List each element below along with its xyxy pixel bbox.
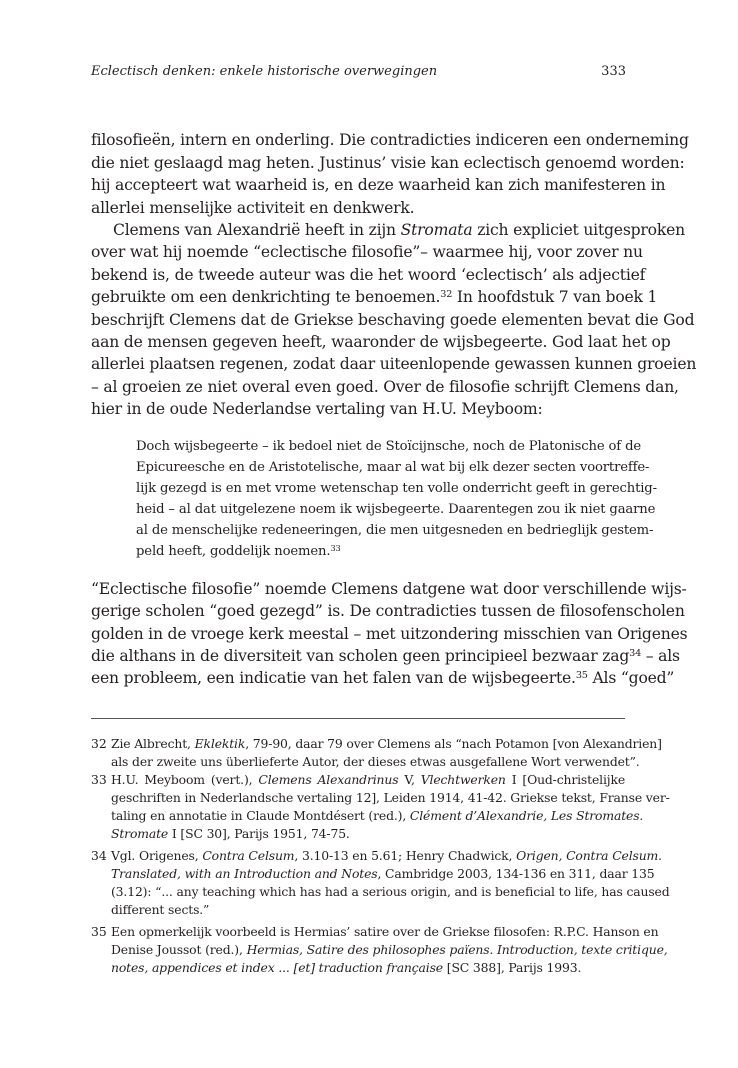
footnote-line: Denise Joussot (red.), Hermias, Satire des philosophes païens. Introduction, texte critique, [111,942,668,957]
footnote-line: H.U. Meyboom (vert.), Clemens Alexandrinus V, Vlechtwerken I [Oud-christelijke [111,772,626,787]
running-head [91,64,626,84]
footnote-ref: 32 [440,288,453,300]
footnote-ref: 33 [330,542,341,553]
body-line: allerlei plaatsen regenen, zodat daar uiteenlopende gewassen kunnen groeien [91,355,697,373]
body-line: gerige scholen “goed gezegd” is. De contradicties tussen de filosofenscholen [91,602,685,620]
body-line: hij accepteert wat waarheid is, en deze waarheid kan zich manifesteren in [91,176,666,194]
body-line: golden in de vroege kerk meestal – met uitzondering misschien van Origenes [91,625,688,643]
body-line: hier in de oude Nederlandse vertaling van H.U. Meyboom: [91,400,543,418]
body-line: – al groeien ze niet overal even goed. Over de filosofie schrijft Clemens dan, [91,378,679,396]
footnote-ref: 35 [575,669,588,681]
body-line: die althans in de diversiteit van scholen geen principieel bezwaar zag$^{34}$ – als [91,647,680,665]
body-line: allerlei menselijke activiteit en denkwerk. [91,199,415,217]
footnote-line: Vgl. Origenes, Contra Celsum, 3.10-13 en 5.61; Henry Chadwick, Origen, Contra Celsum. [111,848,662,863]
body-line: die niet geslaagd mag heten. Justinus’ visie kan eclectisch genoemd worden: [91,154,685,172]
running-title: Eclectisch denken: enkele historische overwegingen [91,64,438,79]
body-line: aan de mensen gegeven heeft, waaronder de wijsbegeerte. God laat het op [91,333,671,351]
body-line: gebruikte om een denkrichting te benoemen.$^{32}$ In hoofdstuk 7 van boek 1 [91,288,658,306]
quote-line: lijk gezegd is en met vrome wetenschap ten volle onderricht geeft in gerechtig- [136,481,657,496]
quote-line: Epicureesche en de Aristotelische, maar al wat bij elk dezer secten voortreffe- [136,460,650,475]
footnote-separator [91,718,625,719]
quote-line: al de menschelijke redeneeringen, die men uitgesneden en bedrieglijk gestem- [136,523,654,538]
footnote-number: 32 [91,736,107,751]
quote-line: heid – al dat uitgelezene noem ik wijsbegeerte. Daarentegen zou ik niet gaarne [136,502,656,517]
body-line: filosofieën, intern en onderling. Die contradicties indiceren een onderneming [91,131,689,149]
footnote-line: Een opmerkelijk voorbeeld is Hermias’ satire over de Griekse filosofen: R.P.C. Hanson en [111,924,659,939]
footnote-number: 33 [91,772,107,787]
footnote-number: 35 [91,924,107,939]
page-number: 333 [601,64,626,79]
footnote-line: geschriften in Nederlandsche vertaling 12], Leiden 1914, 41-42. Griekse tekst, Franse ver- [111,790,670,805]
body-line: beschrijft Clemens dat de Griekse beschaving goede elementen bevat die God [91,311,695,329]
quote-line: Doch wijsbegeerte – ik bedoel niet de Stoïcijnsche, noch de Platonische of de [136,439,642,454]
footnote-line: notes, appendices et index ... [et] traduction française [SC 388], Parijs 1993. [111,960,582,975]
body-line: een probleem, een indicatie van het falen van de wijsbegeerte.$^{35}$ Als “goed” [91,669,675,687]
footnote-line: Zie Albrecht, Eklektik, 79-90, daar 79 over Clemens als “nach Potamon [von Alexandrien] [111,736,662,751]
body-line: Clemens van Alexandrië heeft in zijn Stromata zich expliciet uitgesproken [113,221,685,239]
work-title: Stromata [400,221,473,239]
footnote-line: Translated, with an Introduction and Notes, Cambridge 2003, 134-136 en 311, daar 135 [111,866,655,881]
footnote-number: 34 [91,848,107,863]
footnote-line: (3.12): “... any teaching which has had a serious origin, and is beneficial to life, has caused [111,884,670,899]
quote-line: peld heeft, goddelijk noemen.$^{33}$ [136,542,341,559]
body-line: “Eclectische filosofie” noemde Clemens datgene wat door verschillende wijs- [91,580,687,598]
footnote-line: Stromate I [SC 30], Parijs 1951, 74-75. [111,826,350,841]
footnote-line: different sects.” [111,902,210,917]
body-line: over wat hij noemde “eclectische filosofie”– waarmee hij, voor zover nu [91,243,643,261]
footnote-ref: 34 [629,647,642,659]
body-line: bekend is, de tweede auteur was die het woord ‘eclectisch’ als adjectief [91,266,646,284]
footnote-line: taling en annotatie in Claude Montdésert (red.), Clément d’Alexandrie, Les Stromates. [111,808,644,823]
footnote-line: als der zweite uns überlieferte Autor, der dieses etwas ausgefallene Wort verwendet”. [111,754,640,769]
